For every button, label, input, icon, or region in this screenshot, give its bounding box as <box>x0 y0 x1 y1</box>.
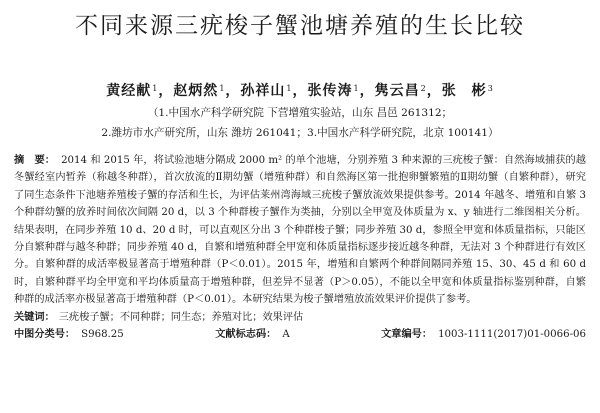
keywords-label: 关键词： <box>14 311 55 323</box>
keywords <box>14 309 586 326</box>
article-number: 文章编号： 1003-1111(2017)01-0066-06 <box>381 329 586 341</box>
author: 隽云昌$^2$ <box>374 83 427 99</box>
author: 孙祥山$^1$ <box>240 83 293 99</box>
author: 张 彬$^3$ <box>441 83 494 99</box>
author-list: 黄经献$^1$，赵炳然$^1$，孙祥山$^1$，张传涛$^1$，隽云昌$^2$，张 彬$^3$ <box>106 83 494 99</box>
keywords-text: 三疣梭子蟹；不同种群；同生态；养殖对比；效果评估 <box>58 311 304 323</box>
author: 张传涛$^1$ <box>307 83 360 99</box>
author: 赵炳然$^1$ <box>173 83 226 99</box>
classification-row <box>14 326 586 343</box>
clc-number: 中图分类号： S968.25 <box>14 329 124 341</box>
author: 黄经献$^1$ <box>106 83 159 99</box>
affiliation-line-1: （1.中国水产科学研究院 下营增殖实验站，山东 昌邑 261312； <box>147 107 453 119</box>
affiliation-line-2: 2.潍坊市水产研究所，山东 潍坊 261041；3.中国水产科学研究院，北京 100141） <box>101 127 499 139</box>
abstract-text: 2014 和 2015 年，将试验池塘分隔成 2000 m² 的单个池塘，分别养殖 3 种来源的三疣梭子蟹：自然海域捕获的越冬蟹经室内暂养（称越冬种群），首次放流的Ⅱ期幼蟹（增殖种群）和自然海区第一批抱卵蟹繁殖的Ⅱ期幼蟹（自繁种群），研究了同生态条件下池塘养殖梭子蟹的存活和生长，为评估莱州湾海域三疣梭子蟹放流效果提供参考。2014 年越冬、增殖和自繁 3 个种群幼蟹的放养时间依次间隔 20 d，以 3 个种群梭子蟹作为类抽，分别以全甲宽及体质量为 x、y 轴进行二维图相关分析。结果表明，在同步养殖 10 d、20 d 时，可以直观区分出 3 个种群梭子蟹；同步养殖 30 d，参照全甲宽和体质量指标，只能区分自繁种群与越冬种群；同步养殖 40 d，自繁和增殖种群全甲宽和体质量指标逐步接近越冬种群，无法对 3 个种群进行有效区分。自繁种群的成活率极显著高于增殖种群（P＜0.01）。2015 年，增殖和自繁两个种群间隔同养殖 15、30、45 d 和 60 d 时，自繁种群平均全甲宽和平均体质量高于增殖种群，但差异不显著（P＞0.05），不能以全甲宽和体质量指标鉴别种群，自繁种群的成活率亦极显著高于增殖种群（P＜0.01）。本研究结果为梭子蟹增殖放流效果评价提供了参考。 <box>14 155 586 306</box>
abstract-label: 摘 要： <box>14 155 56 166</box>
document-code: 文献标志码： A <box>215 329 290 341</box>
abstract <box>14 152 586 309</box>
paper-title: 不同来源三疣梭子蟹池塘养殖的生长比较 <box>75 13 525 39</box>
